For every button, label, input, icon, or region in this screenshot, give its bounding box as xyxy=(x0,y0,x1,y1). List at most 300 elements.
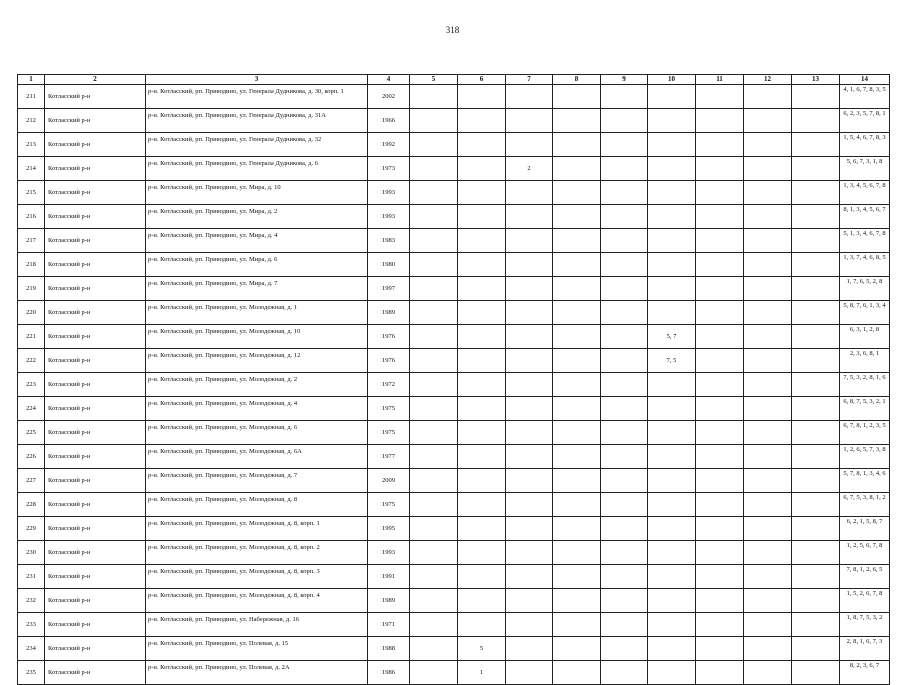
table-cell: Котласский р-н xyxy=(45,565,146,589)
column-header: 3 xyxy=(146,75,368,85)
table-cell: р-н. Котласский, рп. Приводино, ул. Мира, д. 10 xyxy=(146,181,368,205)
table-cell: р-н. Котласский, рп. Приводино, ул. Полевая, д. 15 xyxy=(146,637,368,661)
table-cell xyxy=(648,277,696,301)
table-body xyxy=(18,85,890,685)
table-row xyxy=(18,517,890,541)
table-cell: Котласский р-н xyxy=(45,397,146,421)
table-cell: 5, 8, 7, 6, 1, 3, 4 xyxy=(840,301,890,325)
column-header: 14 xyxy=(840,75,890,85)
table-cell xyxy=(648,133,696,157)
table-cell xyxy=(648,301,696,325)
table-cell xyxy=(744,493,792,517)
table-cell xyxy=(553,109,601,133)
table-cell xyxy=(792,421,840,445)
table-cell: 1989 xyxy=(368,301,410,325)
table-cell: р-н. Котласский, рп. Приводино, ул. Молодежная, д. 10 xyxy=(146,325,368,349)
table-cell xyxy=(601,301,648,325)
table-cell xyxy=(744,613,792,637)
column-header: 8 xyxy=(553,75,601,85)
table-cell xyxy=(458,565,506,589)
table-cell xyxy=(410,565,458,589)
table-cell xyxy=(553,421,601,445)
table-cell xyxy=(506,373,553,397)
table-cell: Котласский р-н xyxy=(45,325,146,349)
table-cell xyxy=(792,565,840,589)
table-cell xyxy=(792,517,840,541)
table-row xyxy=(18,133,890,157)
table-cell xyxy=(506,229,553,253)
table-cell: Котласский р-н xyxy=(45,205,146,229)
table-cell: 217 xyxy=(18,229,45,253)
table-cell: Котласский р-н xyxy=(45,277,146,301)
table-cell xyxy=(410,253,458,277)
table-cell xyxy=(410,421,458,445)
table-cell xyxy=(792,253,840,277)
table-cell xyxy=(696,613,744,637)
table-cell: р-н. Котласский, рп. Приводино, ул. Мира, д. 7 xyxy=(146,277,368,301)
table-cell: 212 xyxy=(18,109,45,133)
table-cell xyxy=(648,541,696,565)
table-cell: р-н. Котласский, рп. Приводино, ул. Набережная, д. 16 xyxy=(146,613,368,637)
table-cell: Котласский р-н xyxy=(45,613,146,637)
table-cell xyxy=(506,661,553,685)
table-cell xyxy=(696,277,744,301)
table-cell xyxy=(744,541,792,565)
table-cell: р-н. Котласский, рп. Приводино, ул. Молодежная, д. 2 xyxy=(146,373,368,397)
table-cell xyxy=(506,613,553,637)
table-cell xyxy=(506,205,553,229)
table-cell: 220 xyxy=(18,301,45,325)
table-cell: 7, 5, 3, 2, 8, 1, 6 xyxy=(840,373,890,397)
table-cell: 1971 xyxy=(368,613,410,637)
table-cell xyxy=(458,181,506,205)
table-cell xyxy=(696,253,744,277)
table-cell xyxy=(410,373,458,397)
table-cell xyxy=(696,589,744,613)
table-cell xyxy=(792,349,840,373)
table-cell xyxy=(648,85,696,109)
table-cell: Котласский р-н xyxy=(45,493,146,517)
table-cell xyxy=(601,205,648,229)
table-cell xyxy=(458,157,506,181)
table-cell xyxy=(601,541,648,565)
table-cell: Котласский р-н xyxy=(45,253,146,277)
column-header: 2 xyxy=(45,75,146,85)
table-cell xyxy=(506,253,553,277)
table-cell xyxy=(506,133,553,157)
table-cell xyxy=(410,661,458,685)
table-cell: р-н. Котласский, рп. Приводино, ул. Молодежная, д. 6 xyxy=(146,421,368,445)
table-cell xyxy=(744,133,792,157)
table-cell: 222 xyxy=(18,349,45,373)
table-cell: 1975 xyxy=(368,397,410,421)
column-header: 10 xyxy=(648,75,696,85)
table-cell xyxy=(648,565,696,589)
table-cell: 221 xyxy=(18,325,45,349)
table-cell xyxy=(696,109,744,133)
table-cell xyxy=(648,661,696,685)
table-cell xyxy=(458,133,506,157)
table-cell: 1993 xyxy=(368,541,410,565)
table-cell xyxy=(458,373,506,397)
table-cell xyxy=(601,277,648,301)
table-cell xyxy=(506,301,553,325)
table-cell xyxy=(458,229,506,253)
table-cell: 1, 8, 7, 5, 3, 2 xyxy=(840,613,890,637)
table-cell xyxy=(744,157,792,181)
table-cell: 1, 3, 7, 4, 6, 8, 5 xyxy=(840,253,890,277)
table-cell xyxy=(792,325,840,349)
table-cell xyxy=(553,613,601,637)
table-cell xyxy=(458,589,506,613)
table-cell: Котласский р-н xyxy=(45,349,146,373)
table-cell xyxy=(601,397,648,421)
table-cell: 1966 xyxy=(368,109,410,133)
table-cell xyxy=(696,349,744,373)
table-cell xyxy=(410,517,458,541)
table-row xyxy=(18,373,890,397)
table-cell xyxy=(601,229,648,253)
table-cell xyxy=(458,397,506,421)
table-cell: 2002 xyxy=(368,85,410,109)
table-cell: р-н. Котласский, рп. Приводино, ул. Молодежная, д. 8, корп. 4 xyxy=(146,589,368,613)
table-cell xyxy=(553,205,601,229)
table-cell: 214 xyxy=(18,157,45,181)
table-row xyxy=(18,349,890,373)
table-cell xyxy=(696,181,744,205)
table-cell: р-н. Котласский, рп. Приводино, ул. Молодежная, д. 7 xyxy=(146,469,368,493)
table-cell xyxy=(696,565,744,589)
table-cell xyxy=(458,349,506,373)
table-cell xyxy=(506,493,553,517)
table-cell xyxy=(458,517,506,541)
table-cell: 234 xyxy=(18,637,45,661)
table-cell: 225 xyxy=(18,421,45,445)
table-cell: 1993 xyxy=(368,181,410,205)
table-cell: 1, 5, 2, 6, 7, 8 xyxy=(840,589,890,613)
table-cell xyxy=(410,301,458,325)
table-cell xyxy=(744,301,792,325)
table-cell xyxy=(506,277,553,301)
table-cell xyxy=(792,181,840,205)
table-cell xyxy=(410,181,458,205)
table-cell xyxy=(792,445,840,469)
table-cell xyxy=(696,301,744,325)
table-cell: р-н. Котласский, рп. Приводино, ул. Молодежная, д. 12 xyxy=(146,349,368,373)
table-cell xyxy=(648,589,696,613)
table-cell xyxy=(458,205,506,229)
table-cell xyxy=(648,109,696,133)
table-cell xyxy=(506,397,553,421)
table-cell xyxy=(553,157,601,181)
table-cell xyxy=(410,349,458,373)
table-cell xyxy=(553,589,601,613)
table-cell: р-н. Котласский, рп. Приводино, ул. Мира, д. 4 xyxy=(146,229,368,253)
table-cell xyxy=(744,445,792,469)
table-cell: Котласский р-н xyxy=(45,133,146,157)
table-cell xyxy=(696,445,744,469)
table-row xyxy=(18,181,890,205)
table-cell: 4, 1, 6, 7, 8, 3, 5 xyxy=(840,85,890,109)
table-cell xyxy=(601,133,648,157)
table-cell xyxy=(601,445,648,469)
table-cell xyxy=(458,109,506,133)
table-cell xyxy=(410,325,458,349)
table-cell xyxy=(696,469,744,493)
table-row xyxy=(18,109,890,133)
table-cell xyxy=(601,493,648,517)
table-cell: Котласский р-н xyxy=(45,157,146,181)
table-cell xyxy=(553,301,601,325)
table-cell: Котласский р-н xyxy=(45,229,146,253)
column-header: 13 xyxy=(792,75,840,85)
table-cell: 224 xyxy=(18,397,45,421)
table-cell: 2, 3, 6, 8, 1 xyxy=(840,349,890,373)
table-cell: р-н. Котласский, рп. Приводино, ул. Мира, д. 6 xyxy=(146,253,368,277)
table-cell xyxy=(792,637,840,661)
table-cell xyxy=(506,589,553,613)
table-cell: р-н. Котласский, рп. Приводино, ул. Генерала Дудникова, д. 31А xyxy=(146,109,368,133)
table-cell: 229 xyxy=(18,517,45,541)
table-cell xyxy=(696,421,744,445)
table-cell xyxy=(410,229,458,253)
table-cell: 227 xyxy=(18,469,45,493)
table-cell: 219 xyxy=(18,277,45,301)
column-header: 1 xyxy=(18,75,45,85)
table-cell: 7, 5 xyxy=(648,349,696,373)
table-cell xyxy=(648,253,696,277)
table-row xyxy=(18,325,890,349)
table-cell: р-н. Котласский, рп. Приводино, ул. Молодежная, д. 4 xyxy=(146,397,368,421)
table-cell: 1 xyxy=(458,661,506,685)
table-cell xyxy=(553,277,601,301)
table-cell xyxy=(792,109,840,133)
table-cell xyxy=(553,181,601,205)
table-cell xyxy=(601,181,648,205)
table-cell: 1993 xyxy=(368,205,410,229)
table-cell xyxy=(648,181,696,205)
table-cell: 232 xyxy=(18,589,45,613)
table-cell xyxy=(458,253,506,277)
table-cell: 1973 xyxy=(368,157,410,181)
table-cell: 1983 xyxy=(368,229,410,253)
table-cell xyxy=(410,541,458,565)
table-cell xyxy=(792,493,840,517)
table-cell xyxy=(410,157,458,181)
column-header: 11 xyxy=(696,75,744,85)
table-cell: р-н. Котласский, рп. Приводино, ул. Мира, д. 2 xyxy=(146,205,368,229)
table-cell xyxy=(744,181,792,205)
table-cell xyxy=(696,661,744,685)
table-cell xyxy=(744,589,792,613)
table-cell xyxy=(744,325,792,349)
table-cell: Котласский р-н xyxy=(45,517,146,541)
table-cell xyxy=(601,661,648,685)
table-cell xyxy=(696,157,744,181)
table-cell xyxy=(458,541,506,565)
table-cell xyxy=(696,517,744,541)
table-cell xyxy=(553,445,601,469)
table-cell: 2, 8, 1, 6, 7, 3 xyxy=(840,637,890,661)
table-cell xyxy=(506,445,553,469)
table-cell xyxy=(696,493,744,517)
table-cell xyxy=(553,637,601,661)
table-row xyxy=(18,469,890,493)
table-cell xyxy=(553,133,601,157)
table-row xyxy=(18,397,890,421)
table-cell: 8, 1, 3, 4, 5, 6, 7 xyxy=(840,205,890,229)
table-cell xyxy=(792,205,840,229)
table-row xyxy=(18,541,890,565)
table-row xyxy=(18,277,890,301)
table-cell: Котласский р-н xyxy=(45,85,146,109)
table-cell xyxy=(601,373,648,397)
table-cell xyxy=(648,229,696,253)
table-cell: 5, 6, 7, 3, 1, 8 xyxy=(840,157,890,181)
table-cell xyxy=(410,445,458,469)
table-cell xyxy=(601,85,648,109)
table-cell xyxy=(792,613,840,637)
table-cell xyxy=(553,325,601,349)
table-cell xyxy=(410,469,458,493)
table-cell xyxy=(792,85,840,109)
table-cell: 6, 7, 5, 3, 8, 1, 2 xyxy=(840,493,890,517)
table-cell: Котласский р-н xyxy=(45,301,146,325)
table-cell xyxy=(458,421,506,445)
table-cell xyxy=(458,85,506,109)
table-cell xyxy=(648,445,696,469)
table-cell xyxy=(410,493,458,517)
table-cell: 5 xyxy=(458,637,506,661)
table-row xyxy=(18,85,890,109)
table-cell: 1, 7, 6, 5, 2, 8 xyxy=(840,277,890,301)
table-cell: 223 xyxy=(18,373,45,397)
table-cell xyxy=(744,517,792,541)
table-cell: 231 xyxy=(18,565,45,589)
table-cell xyxy=(744,349,792,373)
table-cell xyxy=(458,325,506,349)
table-cell xyxy=(744,85,792,109)
table-cell xyxy=(792,301,840,325)
table-cell xyxy=(601,637,648,661)
table-cell xyxy=(553,493,601,517)
table-cell: 1976 xyxy=(368,349,410,373)
table-cell: Котласский р-н xyxy=(45,637,146,661)
table-cell xyxy=(696,229,744,253)
table-cell xyxy=(744,373,792,397)
table-cell: р-н. Котласский, рп. Приводино, ул. Молодежная, д. 1 xyxy=(146,301,368,325)
header-row xyxy=(18,75,890,85)
table-cell xyxy=(601,565,648,589)
column-header: 7 xyxy=(506,75,553,85)
table-cell: 6, 2, 3, 5, 7, 8, 1 xyxy=(840,109,890,133)
table-cell xyxy=(744,637,792,661)
table-cell: 1991 xyxy=(368,565,410,589)
table-cell xyxy=(458,493,506,517)
table-cell xyxy=(744,421,792,445)
table-row xyxy=(18,205,890,229)
table-cell xyxy=(506,469,553,493)
table-cell xyxy=(648,157,696,181)
table-cell: р-н. Котласский, рп. Приводино, ул. Молодежная, д. 8, корп. 1 xyxy=(146,517,368,541)
table-cell xyxy=(553,469,601,493)
table-cell: р-н. Котласский, рп. Приводино, ул. Генерала Дудникова, д. 32 xyxy=(146,133,368,157)
table-cell xyxy=(648,469,696,493)
table-cell: Котласский р-н xyxy=(45,181,146,205)
table-cell xyxy=(744,469,792,493)
table-cell: 8, 2, 3, 6, 7 xyxy=(840,661,890,685)
table-cell xyxy=(601,157,648,181)
table-cell: 1986 xyxy=(368,661,410,685)
table-cell xyxy=(744,661,792,685)
table-cell: 1, 2, 5, 6, 7, 8 xyxy=(840,541,890,565)
table-cell xyxy=(648,373,696,397)
table-cell: 5, 7, 8, 1, 3, 4, 6 xyxy=(840,469,890,493)
table-cell xyxy=(410,589,458,613)
table-cell: 211 xyxy=(18,85,45,109)
table-cell xyxy=(696,397,744,421)
table-cell xyxy=(792,397,840,421)
table-cell: р-н. Котласский, рп. Приводино, ул. Генерала Дудникова, д. 6 xyxy=(146,157,368,181)
table-cell xyxy=(458,613,506,637)
table-cell: 6, 8, 7, 5, 3, 2, 1 xyxy=(840,397,890,421)
table-cell xyxy=(553,229,601,253)
table-cell: 1972 xyxy=(368,373,410,397)
column-header: 12 xyxy=(744,75,792,85)
table-cell xyxy=(696,205,744,229)
table-cell xyxy=(792,277,840,301)
table-cell: р-н. Котласский, рп. Приводино, ул. Молодежная, д. 8, корп. 2 xyxy=(146,541,368,565)
table-cell: 1992 xyxy=(368,133,410,157)
table-cell: 213 xyxy=(18,133,45,157)
table-cell: 1995 xyxy=(368,517,410,541)
table-cell xyxy=(601,109,648,133)
table-cell: р-н. Котласский, рп. Приводино, ул. Молодежная, д. 8 xyxy=(146,493,368,517)
table-cell xyxy=(696,541,744,565)
table-cell xyxy=(648,517,696,541)
table-row xyxy=(18,421,890,445)
table-cell: 235 xyxy=(18,661,45,685)
table-row xyxy=(18,229,890,253)
table-cell xyxy=(553,85,601,109)
table-cell xyxy=(458,277,506,301)
table-cell xyxy=(553,397,601,421)
table-cell xyxy=(410,205,458,229)
table-cell xyxy=(506,517,553,541)
column-header: 6 xyxy=(458,75,506,85)
table-cell: 5, 1, 3, 4, 6, 7, 8 xyxy=(840,229,890,253)
table-cell xyxy=(506,421,553,445)
table-cell xyxy=(792,229,840,253)
table-row xyxy=(18,589,890,613)
table-cell: 230 xyxy=(18,541,45,565)
table-cell xyxy=(410,637,458,661)
table-cell xyxy=(648,421,696,445)
table-cell: Котласский р-н xyxy=(45,469,146,493)
table-cell xyxy=(553,565,601,589)
table-cell xyxy=(792,133,840,157)
table-cell xyxy=(410,397,458,421)
table-cell xyxy=(696,133,744,157)
table-cell: 2 xyxy=(506,157,553,181)
table-cell: 1, 5, 4, 6, 7, 8, 3 xyxy=(840,133,890,157)
table-cell: 2009 xyxy=(368,469,410,493)
table-cell xyxy=(792,469,840,493)
table-row xyxy=(18,613,890,637)
table-cell: 1976 xyxy=(368,325,410,349)
table-cell xyxy=(744,565,792,589)
table-cell xyxy=(744,397,792,421)
